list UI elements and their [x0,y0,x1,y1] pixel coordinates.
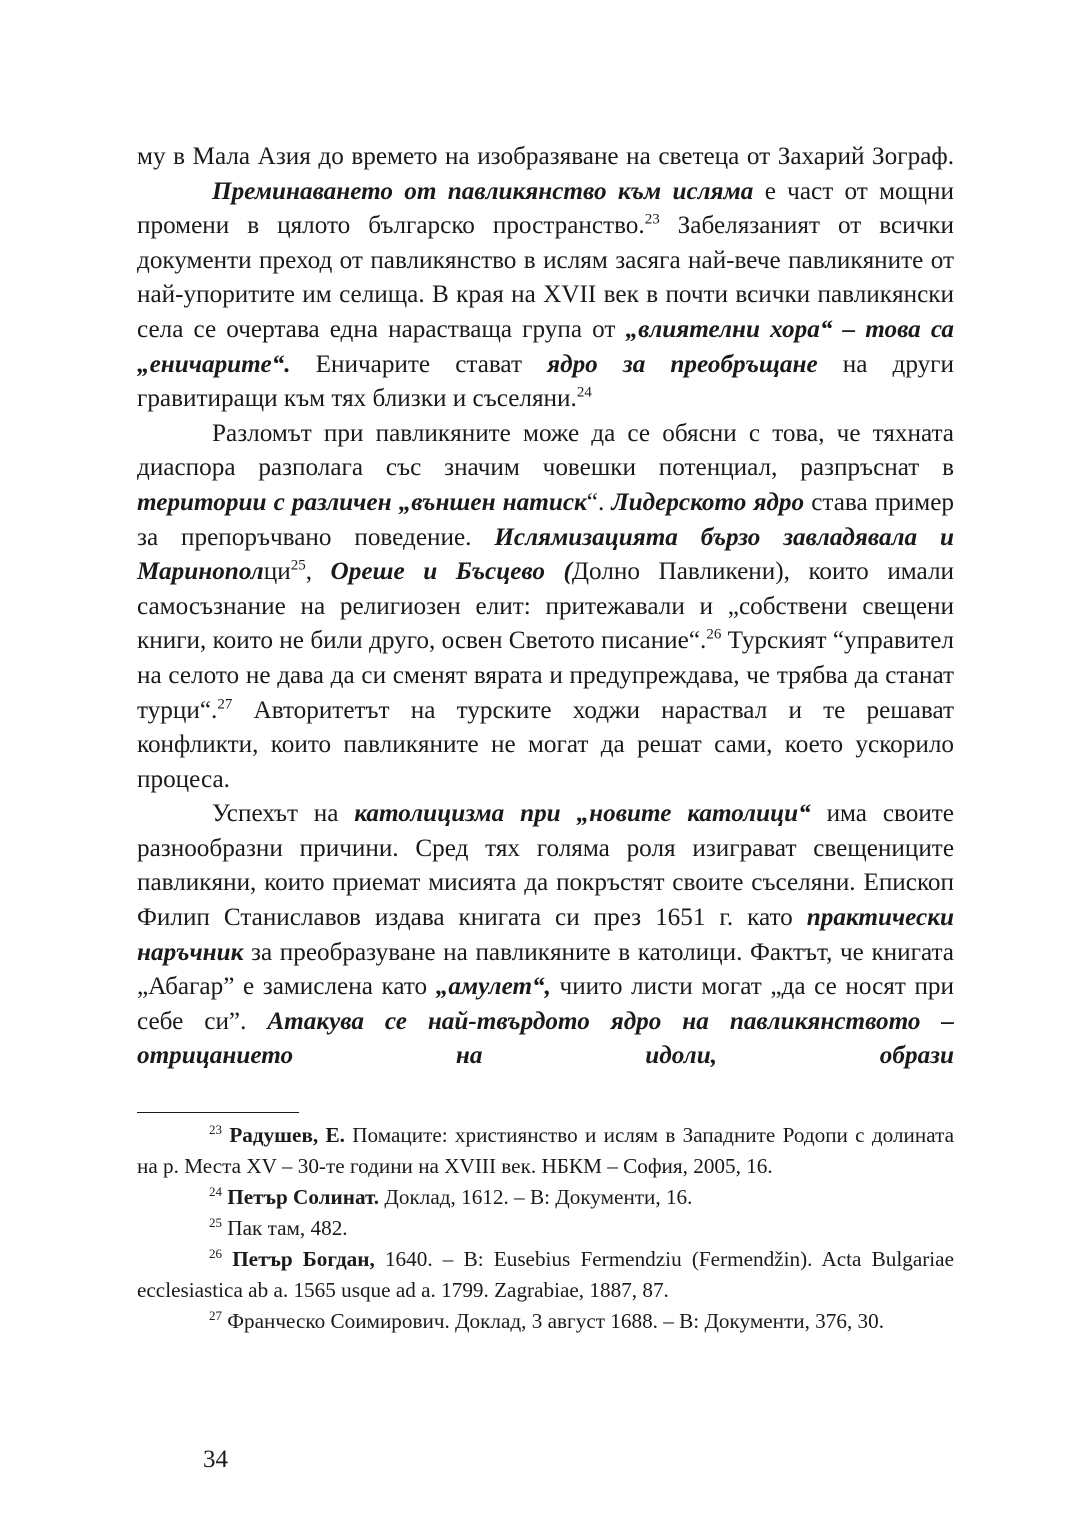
footnote-text: Доклад, 1612. – В: Документи, 16. [379,1185,693,1209]
text: “. [586,488,612,516]
text: , [305,558,331,586]
paragraph-1 [137,140,954,175]
paragraph-4 [137,797,954,1074]
text: Турският “управител на селото не дава да си сменят вярата и предупреждава, че трябва да станат турци“. [137,627,954,724]
footnote-text: Франческо Соимирович. Доклад, 3 август 1688. – В: Документи, 376, 30. [227,1309,885,1333]
text: на други гравитиращи към тях близки и съселяни. [137,350,954,413]
footnote-25 [137,1213,954,1244]
emphasis: Преминаването от павликянство към исляма [212,177,754,205]
footnote-author: Радушев, Е. [229,1123,345,1147]
emphasis: „амулет“, [435,973,551,1001]
footnote-separator [137,1112,299,1113]
emphasis: територии с различен „външен натиск [137,488,587,516]
text: Забелязаният от всички документи преход от павликянство в ислям засяга най-вече павликяните от най-упоритите им селища. В края на XVII век в почти всички павликянски села се очертава една нарастваща група от [137,212,954,343]
footnote-number: 25 [209,1214,222,1230]
text: е част от мощни промени в цялото българско пространство. [137,177,954,240]
emphasis: Лидерското ядро [611,488,805,516]
footnote-ref: 25 [290,557,306,574]
emphasis: ядро за преобръщане [547,350,818,378]
emphasis: „влиятелни хора“ – това са „еничарите“. [137,315,955,378]
text: става пример за препоръчвано поведение. [137,488,954,551]
emphasis: Ислямизацията бързо завладявала и Маринопол [137,523,954,586]
footnote-27 [137,1306,954,1337]
text: чиито листи могат „да се носят при себе си”. [137,973,954,1035]
paragraph-3 [137,417,954,798]
emphasis: Атакува се най-твърдото ядро на павликянството – отрицанието на идоли, образи [137,1007,954,1070]
footnote-ref: 27 [217,696,233,713]
paragraph-2 [137,175,954,417]
footnote-author: Петър Богдан, [232,1247,375,1271]
footnote-number: 24 [209,1183,222,1199]
footnote-26 [137,1244,954,1306]
text: ци [263,558,291,586]
emphasis: практически наръчник [137,904,954,966]
footnote-number: 23 [209,1121,222,1137]
text: Авторитетът на турските ходжи нараствал и те решават конфликти, които павликяните не могат да решат сами, което ускорило процеса. [137,696,954,793]
text: Долно Павликени), които имали самосъзнание на религиозен елит: притежавали и „собствени свещени книги, които не били друго, освен Светото писание“. [137,558,955,655]
footnotes [137,1120,954,1337]
footnote-text: Помаците: християнство и ислям в Западните Родопи с долината на р. Места XV – 30-те години на XVIII век. НБКМ – София, 2005, 16. [137,1123,955,1178]
text: Еничарите стават [290,350,548,378]
emphasis: католицизма при „новите католици“ [354,800,811,828]
text: Успехът на [212,800,355,828]
page-number: 34 [203,1446,228,1473]
footnote-ref: 26 [706,626,722,643]
text: му в Мала Азия до времето на изобразяване на светеца от Захарий Зограф. [137,143,954,170]
text: има своите разнообразни причини. Сред тях голяма роля изиграват свещениците павликяни, които приемат мисията да покръстят своите съселяни. Епископ Филип Станиславов издава книгата си през 1651 г. като [137,800,954,932]
text: Разломът при павликяните може да се обясни с това, че тяхната диаспора разполага със значим човешки потенциал, разпръснат в [137,419,954,482]
text: за преобразуване на павликяните в католици. Фактът, че книгата „Абагар” е замислена като [137,938,954,1001]
footnote-number: 27 [209,1307,222,1323]
footnote-ref: 23 [644,211,660,228]
emphasis: Ореше и Бъсцево ( [330,558,572,586]
footnote-ref: 24 [576,384,592,401]
footnote-number: 26 [209,1245,222,1261]
footnote-23 [137,1120,954,1182]
footnote-text: Пак там, 482. [227,1216,348,1240]
footnote-24 [137,1182,954,1213]
main-text [137,140,954,1074]
footnote-author: Петър Солинат. [227,1185,380,1209]
footnote-text: 1640. – В: Eusebius Fermendziu (Fermendžin). Acta Bulgariae ecclesiastica ab a. 1565 usque ad a. 1799. Zagrabiae, 1887, 87. [137,1247,954,1302]
